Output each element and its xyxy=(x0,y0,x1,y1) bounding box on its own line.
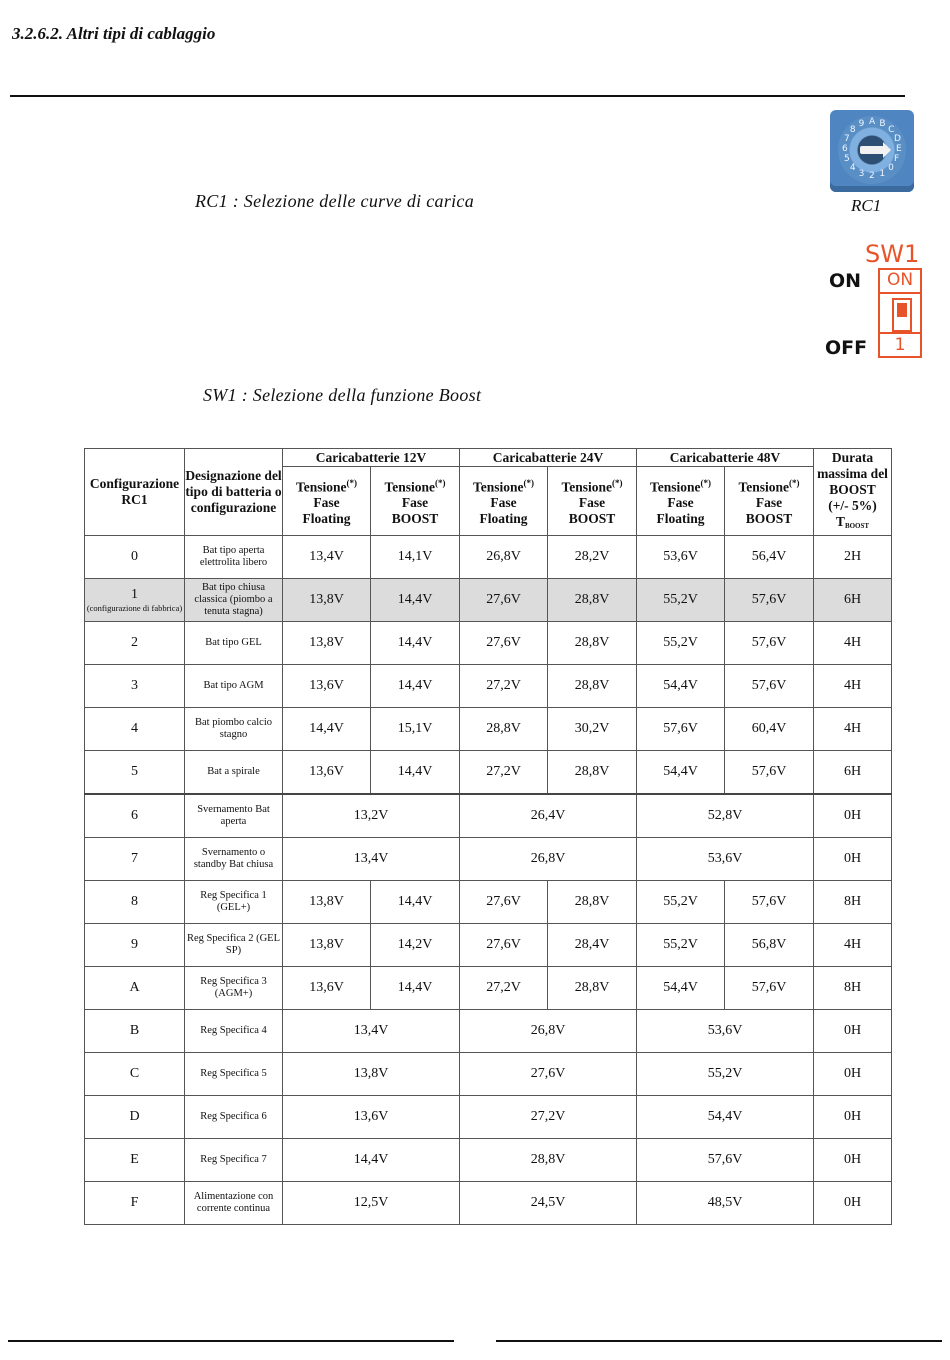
cell-description: Reg Specifica 5 xyxy=(185,1053,283,1096)
configuration-code: 7 xyxy=(131,851,138,866)
header-designazione: Designazione del tipo di batteria o configurazione xyxy=(185,449,283,536)
cell-48v-boost: 57,6V xyxy=(725,751,814,795)
cell-12v-boost: 14,4V xyxy=(371,665,460,708)
rc1-dial-char: 2 xyxy=(869,171,875,181)
cell-boost-duration: 0H xyxy=(814,1053,892,1096)
bottom-rule-right xyxy=(496,1340,942,1342)
cell-48v-boost: 56,4V xyxy=(725,536,814,579)
fase-label: Fase xyxy=(313,495,340,511)
cell-24v-voltage: 24,5V xyxy=(460,1182,637,1225)
fase-label: Fase xyxy=(578,495,606,511)
table-row xyxy=(85,536,892,579)
cell-24v-boost: 28,8V xyxy=(548,751,637,795)
cell-12v-voltage: 12,5V xyxy=(283,1182,460,1225)
cell-description: Reg Specifica 7 xyxy=(185,1139,283,1182)
header-charger-48v: Caricabatterie 48V xyxy=(637,449,814,467)
cell-12v-floating: 14,4V xyxy=(283,708,371,751)
tensione-label: Tensione xyxy=(472,479,524,495)
rc1-dial-char: 1 xyxy=(879,168,886,179)
header-durata-text: Durata massima del BOOST xyxy=(817,450,888,497)
configuration-code: A xyxy=(129,980,140,995)
cell-boost-duration: 4H xyxy=(814,924,892,967)
cell-48v-boost: 60,4V xyxy=(725,708,814,751)
cell-configuration xyxy=(85,924,185,967)
cell-12v-floating: 13,8V xyxy=(283,579,371,622)
cell-description: Reg Specifica 4 xyxy=(185,1010,283,1053)
cell-24v-floating: 27,6V xyxy=(460,622,548,665)
cell-12v-boost: 14,4V xyxy=(371,881,460,924)
table-row xyxy=(85,1139,892,1182)
subheader-floating xyxy=(283,467,371,536)
fase-label: Fase xyxy=(755,495,783,511)
header-charger-24v: Caricabatterie 24V xyxy=(460,449,637,467)
tensione-label: Tensione xyxy=(738,479,790,495)
bottom-rule-left xyxy=(8,1340,454,1342)
table-row xyxy=(85,751,892,795)
cell-description: Bat tipo chiusa classica (piombo a tenuta stagna) xyxy=(185,579,283,622)
cell-description: Bat tipo aperta elettrolita libero xyxy=(185,536,283,579)
cell-configuration xyxy=(85,1139,185,1182)
cell-configuration xyxy=(85,708,185,751)
cell-48v-floating: 55,2V xyxy=(637,579,725,622)
cell-description: Bat a spirale xyxy=(185,751,283,795)
table-row xyxy=(85,838,892,881)
cell-12v-voltage: 14,4V xyxy=(283,1139,460,1182)
subheader-boost xyxy=(371,467,460,536)
rc1-dial xyxy=(838,116,906,184)
subheader-boost xyxy=(725,467,814,536)
cell-48v-boost: 57,6V xyxy=(725,579,814,622)
cell-24v-floating: 26,8V xyxy=(460,536,548,579)
configuration-code: B xyxy=(129,1023,140,1038)
rc1-dial-char: 4 xyxy=(849,163,856,174)
cell-description: Svernamento Bat aperta xyxy=(185,794,283,838)
rc1-dial-char: F xyxy=(893,154,900,165)
table-row xyxy=(85,665,892,708)
configuration-code: F xyxy=(130,1195,139,1210)
rc1-configuration-table xyxy=(84,448,892,1225)
cell-boost-duration: 8H xyxy=(814,967,892,1010)
header-durata-t-sub: BOOST xyxy=(844,522,870,530)
sw1-box-number: 1 xyxy=(880,332,920,356)
cell-48v-boost: 57,6V xyxy=(725,967,814,1010)
header-configurazione: Configurazione RC1 xyxy=(85,449,185,536)
cell-48v-boost: 57,6V xyxy=(725,665,814,708)
cell-12v-boost: 14,2V xyxy=(371,924,460,967)
cell-12v-voltage: 13,4V xyxy=(283,1010,460,1053)
cell-48v-voltage: 53,6V xyxy=(637,1010,814,1053)
subheader-boost xyxy=(548,467,637,536)
header-durata-t: T xyxy=(835,514,845,529)
cell-48v-boost: 57,6V xyxy=(725,881,814,924)
cell-12v-boost: 14,4V xyxy=(371,579,460,622)
cell-12v-floating: 13,6V xyxy=(283,967,371,1010)
cell-configuration xyxy=(85,1053,185,1096)
rc1-dial-char: 5 xyxy=(844,154,850,165)
cell-48v-floating: 55,2V xyxy=(637,622,725,665)
cell-configuration xyxy=(85,794,185,838)
cell-boost-duration: 0H xyxy=(814,1010,892,1053)
cell-24v-boost: 28,8V xyxy=(548,665,637,708)
configuration-code: 3 xyxy=(131,678,138,693)
cell-48v-boost: 56,8V xyxy=(725,924,814,967)
cell-12v-voltage: 13,2V xyxy=(283,794,460,838)
mode-label: BOOST xyxy=(391,511,439,527)
cell-48v-floating: 55,2V xyxy=(637,881,725,924)
table-body xyxy=(85,536,892,1225)
rc1-dial-char: 3 xyxy=(858,168,865,179)
rc1-dial-char: B xyxy=(879,119,886,130)
rc1-dial-char: 0 xyxy=(888,163,894,174)
cell-configuration xyxy=(85,579,185,622)
cell-12v-boost: 14,4V xyxy=(371,751,460,795)
sw1-off-label: OFF xyxy=(825,337,868,359)
rc1-arrow-icon xyxy=(860,146,884,154)
cell-48v-voltage: 55,2V xyxy=(637,1053,814,1096)
configuration-code: C xyxy=(129,1066,140,1081)
table-row xyxy=(85,1182,892,1225)
table-row xyxy=(85,708,892,751)
cell-24v-boost: 28,8V xyxy=(548,579,637,622)
rc1-dial-char: A xyxy=(869,117,876,127)
mode-label: BOOST xyxy=(568,511,616,527)
cell-configuration xyxy=(85,1010,185,1053)
table-row xyxy=(85,1053,892,1096)
rc1-dial-char: C xyxy=(888,124,895,135)
cell-12v-voltage: 13,4V xyxy=(283,838,460,881)
rc1-dial-char: E xyxy=(896,144,902,154)
cell-description: Bat piombo calcio stagno xyxy=(185,708,283,751)
cell-24v-floating: 28,8V xyxy=(460,708,548,751)
tensione-note: (*) xyxy=(435,477,446,488)
cell-description: Svernamento o standby Bat chiusa xyxy=(185,838,283,881)
fase-label: Fase xyxy=(401,495,429,511)
cell-configuration xyxy=(85,967,185,1010)
cell-24v-voltage: 27,6V xyxy=(460,1053,637,1096)
cell-48v-voltage: 57,6V xyxy=(637,1139,814,1182)
subheader-floating xyxy=(460,467,548,536)
sw1-on-label: ON xyxy=(829,270,862,292)
mode-label: BOOST xyxy=(745,511,793,527)
tensione-note: (*) xyxy=(612,477,623,488)
cell-24v-boost: 28,8V xyxy=(548,622,637,665)
cell-boost-duration: 0H xyxy=(814,794,892,838)
cell-48v-floating: 53,6V xyxy=(637,536,725,579)
cell-12v-floating: 13,6V xyxy=(283,751,371,795)
rc1-dial-char: 9 xyxy=(858,119,865,130)
cell-boost-duration: 4H xyxy=(814,708,892,751)
configuration-code: 8 xyxy=(131,894,138,909)
cell-boost-duration: 2H xyxy=(814,536,892,579)
cell-24v-floating: 27,2V xyxy=(460,665,548,708)
cell-boost-duration: 4H xyxy=(814,665,892,708)
configuration-code: 1 xyxy=(131,587,138,602)
cell-48v-voltage: 53,6V xyxy=(637,838,814,881)
cell-configuration xyxy=(85,1096,185,1139)
cell-configuration xyxy=(85,1182,185,1225)
tensione-note: (*) xyxy=(523,477,535,488)
top-rule xyxy=(10,95,905,97)
cell-48v-floating: 54,4V xyxy=(637,751,725,795)
cell-48v-voltage: 54,4V xyxy=(637,1096,814,1139)
cell-24v-voltage: 26,8V xyxy=(460,838,637,881)
cell-24v-boost: 28,2V xyxy=(548,536,637,579)
tensione-label: Tensione xyxy=(295,479,347,495)
cell-description: Reg Specifica 2 (GEL SP) xyxy=(185,924,283,967)
cell-12v-floating: 13,8V xyxy=(283,924,371,967)
cell-12v-floating: 13,4V xyxy=(283,536,371,579)
tensione-note: (*) xyxy=(346,477,358,488)
cell-description: Bat tipo AGM xyxy=(185,665,283,708)
cell-24v-boost: 30,2V xyxy=(548,708,637,751)
cell-12v-voltage: 13,6V xyxy=(283,1096,460,1139)
table-row xyxy=(85,579,892,622)
mode-label: Floating xyxy=(302,511,351,527)
rc1-dial-char: 8 xyxy=(849,124,856,135)
cell-12v-floating: 13,8V xyxy=(283,881,371,924)
cell-description: Bat tipo GEL xyxy=(185,622,283,665)
configuration-code: 0 xyxy=(131,549,138,564)
fase-label: Fase xyxy=(490,495,517,511)
configuration-code: D xyxy=(129,1109,140,1124)
cell-boost-duration: 4H xyxy=(814,622,892,665)
cell-description: Reg Specifica 1 (GEL+) xyxy=(185,881,283,924)
tensione-label: Tensione xyxy=(649,479,701,495)
configuration-code: 2 xyxy=(131,635,138,650)
fase-label: Fase xyxy=(667,495,694,511)
sw1-dip-switch-icon xyxy=(878,268,922,358)
cell-boost-duration: 6H xyxy=(814,751,892,795)
cell-configuration xyxy=(85,751,185,795)
cell-24v-voltage: 26,8V xyxy=(460,1010,637,1053)
configuration-code: 5 xyxy=(131,764,138,779)
rc1-dial-char: D xyxy=(893,133,901,144)
sw1-knob xyxy=(892,298,912,332)
cell-12v-boost: 14,4V xyxy=(371,622,460,665)
cell-boost-duration: 6H xyxy=(814,579,892,622)
cell-boost-duration: 0H xyxy=(814,1182,892,1225)
header-charger-12v: Caricabatterie 12V xyxy=(283,449,460,467)
cell-24v-voltage: 26,4V xyxy=(460,794,637,838)
cell-24v-floating: 27,6V xyxy=(460,924,548,967)
cell-24v-floating: 27,2V xyxy=(460,967,548,1010)
mode-label: Floating xyxy=(479,511,528,527)
rc1-dial-char: 7 xyxy=(844,133,850,144)
table-row xyxy=(85,1010,892,1053)
tensione-note: (*) xyxy=(789,477,800,488)
cell-24v-boost: 28,8V xyxy=(548,881,637,924)
tensione-label: Tensione xyxy=(384,479,436,495)
section-heading: 3.2.6.2. Altri tipi di cablaggio xyxy=(12,24,216,43)
rc1-label: RC1 xyxy=(851,196,882,215)
cell-48v-boost: 57,6V xyxy=(725,622,814,665)
configuration-code: 9 xyxy=(131,937,138,952)
cell-12v-boost: 14,4V xyxy=(371,967,460,1010)
cell-24v-voltage: 28,8V xyxy=(460,1139,637,1182)
table-row xyxy=(85,967,892,1010)
mode-label: Floating xyxy=(656,511,705,527)
cell-configuration xyxy=(85,881,185,924)
cell-24v-boost: 28,4V xyxy=(548,924,637,967)
sw1-caption: SW1 : Selezione della funzione Boost xyxy=(203,385,482,405)
cell-description: Alimentazione con corrente continua xyxy=(185,1182,283,1225)
cell-48v-floating: 54,4V xyxy=(637,665,725,708)
table-row xyxy=(85,622,892,665)
cell-48v-floating: 54,4V xyxy=(637,967,725,1010)
cell-description: Reg Specifica 3 (AGM+) xyxy=(185,967,283,1010)
table-row xyxy=(85,794,892,838)
cell-configuration xyxy=(85,622,185,665)
table-row xyxy=(85,881,892,924)
cell-12v-floating: 13,6V xyxy=(283,665,371,708)
cell-boost-duration: 0H xyxy=(814,1096,892,1139)
cell-configuration xyxy=(85,665,185,708)
cell-24v-floating: 27,6V xyxy=(460,579,548,622)
configuration-code: E xyxy=(130,1152,139,1167)
cell-boost-duration: 0H xyxy=(814,838,892,881)
cell-boost-duration: 0H xyxy=(814,1139,892,1182)
configuration-code: 4 xyxy=(131,721,138,736)
cell-48v-floating: 57,6V xyxy=(637,708,725,751)
cell-24v-floating: 27,2V xyxy=(460,751,548,795)
cell-boost-duration: 8H xyxy=(814,881,892,924)
tensione-label: Tensione xyxy=(561,479,613,495)
rc1-rotary-switch-icon xyxy=(830,110,914,192)
cell-48v-floating: 55,2V xyxy=(637,924,725,967)
table-row xyxy=(85,1096,892,1139)
cell-12v-boost: 14,1V xyxy=(371,536,460,579)
header-durata xyxy=(814,449,892,536)
configuration-note: (configurazione di fabbrica) xyxy=(86,603,183,613)
header-durata-tolerance: (+/- 5%) xyxy=(828,498,877,513)
cell-48v-voltage: 52,8V xyxy=(637,794,814,838)
cell-24v-boost: 28,8V xyxy=(548,967,637,1010)
cell-48v-voltage: 48,5V xyxy=(637,1182,814,1225)
cell-description: Reg Specifica 6 xyxy=(185,1096,283,1139)
cell-24v-floating: 27,6V xyxy=(460,881,548,924)
subheader-floating xyxy=(637,467,725,536)
configuration-code: 6 xyxy=(131,808,138,823)
tensione-note: (*) xyxy=(700,477,712,488)
cell-12v-voltage: 13,8V xyxy=(283,1053,460,1096)
rc1-caption: RC1 : Selezione delle curve di carica xyxy=(195,191,475,211)
sw1-title: SW1 xyxy=(865,240,920,268)
rc1-dial-char: 6 xyxy=(842,144,848,154)
cell-configuration xyxy=(85,838,185,881)
cell-24v-voltage: 27,2V xyxy=(460,1096,637,1139)
cell-12v-boost: 15,1V xyxy=(371,708,460,751)
sw1-box-on-text: ON xyxy=(880,270,920,294)
cell-12v-floating: 13,8V xyxy=(283,622,371,665)
table-row xyxy=(85,924,892,967)
cell-configuration xyxy=(85,536,185,579)
